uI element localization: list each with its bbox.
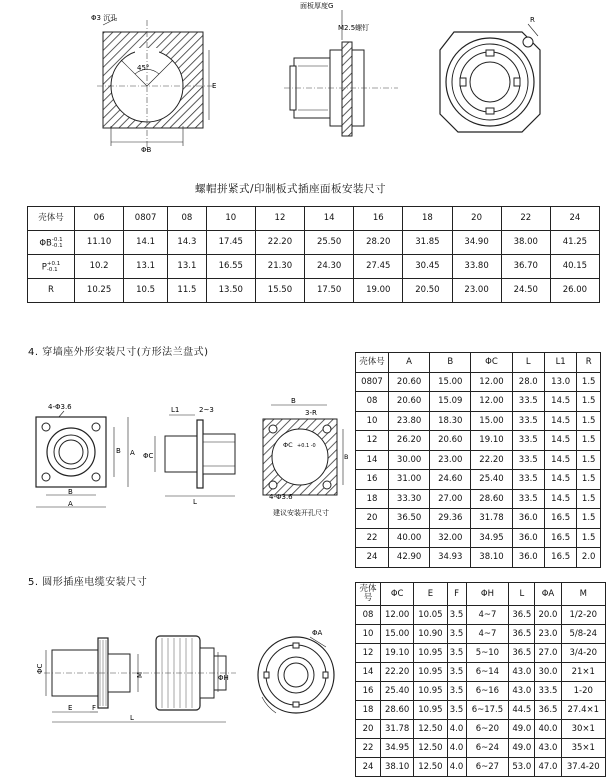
table-cell: 30×1 [561,720,605,739]
table-cell: 10 [356,411,389,431]
table-row [356,701,606,720]
table-cell: 4.0 [447,739,466,758]
table-cell: 20.0 [535,606,561,625]
table-header-cell: 10 [206,207,255,231]
table-row [356,625,606,644]
table-cell: 16.5 [544,509,576,529]
table-cell: 11.10 [75,231,124,255]
table-cell: 22.20 [255,231,304,255]
table-cell: 24 [356,548,389,568]
section5-title: 5. 圆形插座电缆安装尺寸 [28,577,148,588]
table-cell: 4.0 [447,758,466,777]
table-header-cell: ΦH [466,583,509,606]
table-cell: 14.5 [544,431,576,451]
table-cell: 16.55 [206,255,255,279]
table-header-cell: R [577,353,601,373]
cutout-drawing [255,395,350,520]
table-cell: 22.20 [471,450,512,470]
table-cell: 28.0 [512,372,544,392]
table-row [356,720,606,739]
table-cell: 49.0 [509,720,535,739]
tol-label: +0.1 -0 [297,443,316,449]
table-cell: 1.5 [577,411,601,431]
table-cell: 6~14 [466,663,509,682]
flange-side-drawing [135,400,245,510]
table-header-cell: L [512,353,544,373]
table-cell: 43.0 [535,739,561,758]
table-cell: 4.0 [447,720,466,739]
table-header-cell: F [447,583,466,606]
table-cell: 19.10 [471,431,512,451]
table-cell: 38.00 [501,231,550,255]
table-cell: 20.60 [430,431,471,451]
table-cell: 10.95 [414,682,447,701]
table-header-cell: L1 [544,353,576,373]
table-cell: 1.5 [577,372,601,392]
table-cell: 24.60 [430,470,471,490]
table-header-cell: 24 [550,207,599,231]
table-cell: 14 [356,663,381,682]
table-row [28,255,600,279]
table-cell: 36.0 [512,528,544,548]
dim-h-label: ΦH [218,674,229,682]
table-cell: 14.5 [544,411,576,431]
table-cell: 22.20 [381,663,414,682]
row-label: ΦB-0.1 -0.1 [28,231,75,255]
table-row [356,372,601,392]
table-header-cell: 14 [305,207,354,231]
cutout-caption: 建议安装开孔尺寸 [273,509,329,517]
table-cell: 6~17.5 [466,701,509,720]
table-cell: 6~27 [466,758,509,777]
table-cell: 27.0 [535,644,561,663]
table-cell: 16 [356,682,381,701]
table-cell: 12.50 [414,758,447,777]
table-cell: 33.5 [512,489,544,509]
table-cell: 20.60 [389,392,430,412]
section1-table [27,206,600,303]
table-cell: 14 [356,450,389,470]
table-cell: 38.10 [471,548,512,568]
table-cell: 26.00 [550,279,599,303]
dim-b-label: ΦB [141,146,152,154]
table-row [356,606,606,625]
table-row [356,739,606,758]
table-row [356,682,606,701]
table-header-cell: ΦC [471,353,512,373]
table-header-row [28,207,600,231]
table-cell: 15.00 [471,411,512,431]
table-cell: 31.78 [381,720,414,739]
table-row [356,758,606,777]
table-cell: 12.00 [381,606,414,625]
table-cell: 24.30 [305,255,354,279]
table-row [356,470,601,490]
table-cell: 27.4×1 [561,701,605,720]
table-cell: 10 [356,625,381,644]
table-cell: 36.50 [389,509,430,529]
table-row [356,450,601,470]
dim-r-label: 3-R [305,409,317,417]
dim-e-label: E [212,82,217,90]
table-cell: 1-20 [561,682,605,701]
table-cell: 12 [356,644,381,663]
table-cell: 0807 [356,372,389,392]
table-cell: 10.95 [414,701,447,720]
table-row [356,644,606,663]
table-cell: 2.0 [577,548,601,568]
dim-b-side-cutout-label: B [344,453,349,461]
table-cell: 22 [356,528,389,548]
table-cell: 18 [356,701,381,720]
table-cell: 29.36 [430,509,471,529]
dim-l1-label: L1 [171,406,180,414]
table-header-cell: M [561,583,605,606]
table-cell: 22 [356,739,381,758]
table-cell: 36.5 [509,644,535,663]
table-cell: 23.0 [535,625,561,644]
row-label: P+0.1 -0.1 [28,255,75,279]
table-cell: 33.5 [535,682,561,701]
table-cell: 33.5 [512,431,544,451]
table-cell: 23.00 [452,279,501,303]
table-cell: 6~16 [466,682,509,701]
flange-front-drawing [28,395,136,515]
section1-title: 螺帽拼紧式/印制板式插座面板安装尺寸 [195,183,387,195]
table-header-cell: ΦA [535,583,561,606]
table-header-cell: A [389,353,430,373]
table-cell: 30.00 [389,450,430,470]
dim-c-label: ΦC [36,663,44,674]
section5-table [355,582,606,777]
holes2-label: 4-Φ3.6 [269,493,293,501]
table-cell: 4~7 [466,606,509,625]
table-cell: 34.90 [452,231,501,255]
dim-b-top-label: B [291,397,296,405]
table-row [356,489,601,509]
table-row [356,509,601,529]
table-cell: 49.0 [509,739,535,758]
table-cell: 12.50 [414,720,447,739]
table-cell: 24.50 [501,279,550,303]
table-cell: 28.60 [471,489,512,509]
table-cell: 40.00 [389,528,430,548]
table-cell: 10.05 [414,606,447,625]
table-cell: 16.5 [544,528,576,548]
table-cell: 36.5 [509,625,535,644]
row-label: R [28,279,75,303]
panel-front-drawing [430,10,550,140]
table-header-cell: 壳体号 [356,353,389,373]
dim-range-label: 2~3 [199,406,214,414]
table-cell: 20.50 [403,279,452,303]
table-cell: 20.60 [389,372,430,392]
table-cell: 12.00 [471,392,512,412]
hole-label: Φ3 沉孔 [91,14,118,22]
table-cell: 10.95 [414,663,447,682]
table-cell: 21×1 [561,663,605,682]
table-cell: 33.5 [512,450,544,470]
table-cell: 33.5 [512,392,544,412]
table-cell: 08 [356,392,389,412]
table-cell: 24 [356,758,381,777]
table-cell: 1.5 [577,392,601,412]
dim-f-label: F [92,704,97,712]
dim-b-bottom-label: B [68,488,73,496]
table-cell: 28.60 [381,701,414,720]
table-cell: 13.1 [124,255,168,279]
table-cell: 33.80 [452,255,501,279]
table-header-cell: 16 [354,207,403,231]
table-cell: 20 [356,509,389,529]
table-row [28,279,600,303]
dim-l-label: L [193,498,197,506]
table-cell: 1.5 [577,489,601,509]
screw-label: M2.5螺钉 [338,24,370,32]
table-cell: 31.85 [403,231,452,255]
table-cell: 36.0 [512,548,544,568]
panel-side-drawing [280,0,405,150]
table-cell: 1.5 [577,470,601,490]
table-cell: 40.15 [550,255,599,279]
dim-c-cutout-label: ΦC [283,441,293,449]
table-header-cell: 18 [403,207,452,231]
table-cell: 40.0 [535,720,561,739]
table-cell: 35×1 [561,739,605,758]
table-header-cell: 0807 [124,207,168,231]
holes-label: 4-Φ3.6 [48,403,72,411]
table-cell: 17.45 [206,231,255,255]
dim-b-side-label: B [116,447,121,455]
table-cell: 20 [356,720,381,739]
table-cell: 13.50 [206,279,255,303]
table-cell: 10.25 [75,279,124,303]
table-cell: 5/8-24 [561,625,605,644]
table-cell: 28.20 [354,231,403,255]
table-header-cell: 20 [452,207,501,231]
table-row [28,231,600,255]
table-cell: 13.0 [544,372,576,392]
table-cell: 16 [356,470,389,490]
table-cell: 1.5 [577,528,601,548]
table-cell: 30.45 [403,255,452,279]
table-cell: 26.20 [389,431,430,451]
table-cell: 37.4-20 [561,758,605,777]
table-row [356,411,601,431]
dim-m-label: M [136,671,144,678]
table-cell: 3.5 [447,625,466,644]
table-cell: 38.10 [381,758,414,777]
table-row [356,528,601,548]
radius-label: R [530,16,535,24]
table-cell: 1.5 [577,509,601,529]
table-cell: 12 [356,431,389,451]
table-cell: 4~7 [466,625,509,644]
table-header-cell: 壳体号 [356,583,381,606]
cable-front-drawing [248,625,348,725]
table-cell: 31.00 [389,470,430,490]
table-header-cell: 22 [501,207,550,231]
table-cell: 14.3 [168,231,207,255]
table-cell: 10.95 [414,644,447,663]
table-cell: 33.5 [512,470,544,490]
table-cell: 6~24 [466,739,509,758]
table-cell: 33.5 [512,411,544,431]
table-cell: 25.50 [305,231,354,255]
table-cell: 10.5 [124,279,168,303]
table-cell: 53.0 [509,758,535,777]
table-cell: 3.5 [447,644,466,663]
table-header-cell: B [430,353,471,373]
panel-thickness-label: 面板厚度G [300,2,334,10]
table-cell: 15.09 [430,392,471,412]
table-cell: 36.5 [535,701,561,720]
table-cell: 25.40 [471,470,512,490]
table-header-row [356,583,606,606]
table-cell: 23.00 [430,450,471,470]
panel-cutout-drawing [85,0,220,160]
dim-a-bottom-label: A [68,500,73,508]
table-cell: 44.5 [509,701,535,720]
table-cell: 19.10 [381,644,414,663]
table-cell: 12.50 [414,739,447,758]
table-cell: 23.80 [389,411,430,431]
dim-a-side-label: A [130,449,135,457]
table-cell: 18.30 [430,411,471,431]
dim-c-label: ΦC [143,452,154,460]
table-cell: 19.00 [354,279,403,303]
table-cell: 3.5 [447,663,466,682]
table-cell: 21.30 [255,255,304,279]
table-cell: 14.5 [544,489,576,509]
table-cell: 17.50 [305,279,354,303]
table-cell: 18 [356,489,389,509]
table-cell: 14.1 [124,231,168,255]
table-header-cell: 壳体号 [28,207,75,231]
table-cell: 36.0 [512,509,544,529]
table-cell: 36.5 [509,606,535,625]
dim-e-label: E [68,704,73,712]
angle-label: 45° [137,64,150,72]
table-cell: 43.0 [509,682,535,701]
table-cell: 43.0 [509,663,535,682]
table-cell: 3.5 [447,682,466,701]
table-cell: 6~20 [466,720,509,739]
section4-title: 4. 穿墙座外形安装尺寸(方形法兰盘式) [28,347,209,358]
table-header-cell: 08 [168,207,207,231]
table-cell: 15.00 [381,625,414,644]
table-cell: 3.5 [447,606,466,625]
table-cell: 36.70 [501,255,550,279]
cable-plug-drawing [38,628,243,728]
table-row [356,431,601,451]
table-cell: 1.5 [577,431,601,451]
table-cell: 15.00 [430,372,471,392]
dim-a-label: ΦA [312,629,323,637]
table-cell: 31.78 [471,509,512,529]
dim-l-label: L [130,714,134,722]
table-cell: 08 [356,606,381,625]
table-cell: 13.1 [168,255,207,279]
table-cell: 10.2 [75,255,124,279]
table-cell: 27.00 [430,489,471,509]
table-cell: 3.5 [447,701,466,720]
table-cell: 42.90 [389,548,430,568]
table-cell: 14.5 [544,392,576,412]
table-cell: 11.5 [168,279,207,303]
table-row [356,392,601,412]
table-header-cell: 12 [255,207,304,231]
table-cell: 1.5 [577,450,601,470]
table-cell: 34.95 [381,739,414,758]
table-row [356,663,606,682]
table-cell: 32.00 [430,528,471,548]
table-cell: 1/2-20 [561,606,605,625]
table-cell: 5~10 [466,644,509,663]
table-header-cell: L [509,583,535,606]
table-cell: 30.0 [535,663,561,682]
table-cell: 33.30 [389,489,430,509]
table-row [356,548,601,568]
table-header-cell: ΦC [381,583,414,606]
table-cell: 27.45 [354,255,403,279]
table-cell: 14.5 [544,450,576,470]
table-cell: 34.93 [430,548,471,568]
table-cell: 34.95 [471,528,512,548]
table-header-cell: 06 [75,207,124,231]
table-cell: 14.5 [544,470,576,490]
section4-table [355,352,601,568]
table-cell: 25.40 [381,682,414,701]
table-cell: 3/4-20 [561,644,605,663]
table-cell: 16.5 [544,548,576,568]
table-cell: 47.0 [535,758,561,777]
table-header-cell: E [414,583,447,606]
table-cell: 41.25 [550,231,599,255]
table-cell: 15.50 [255,279,304,303]
table-cell: 12.00 [471,372,512,392]
table-cell: 10.90 [414,625,447,644]
table-header-row [356,353,601,373]
